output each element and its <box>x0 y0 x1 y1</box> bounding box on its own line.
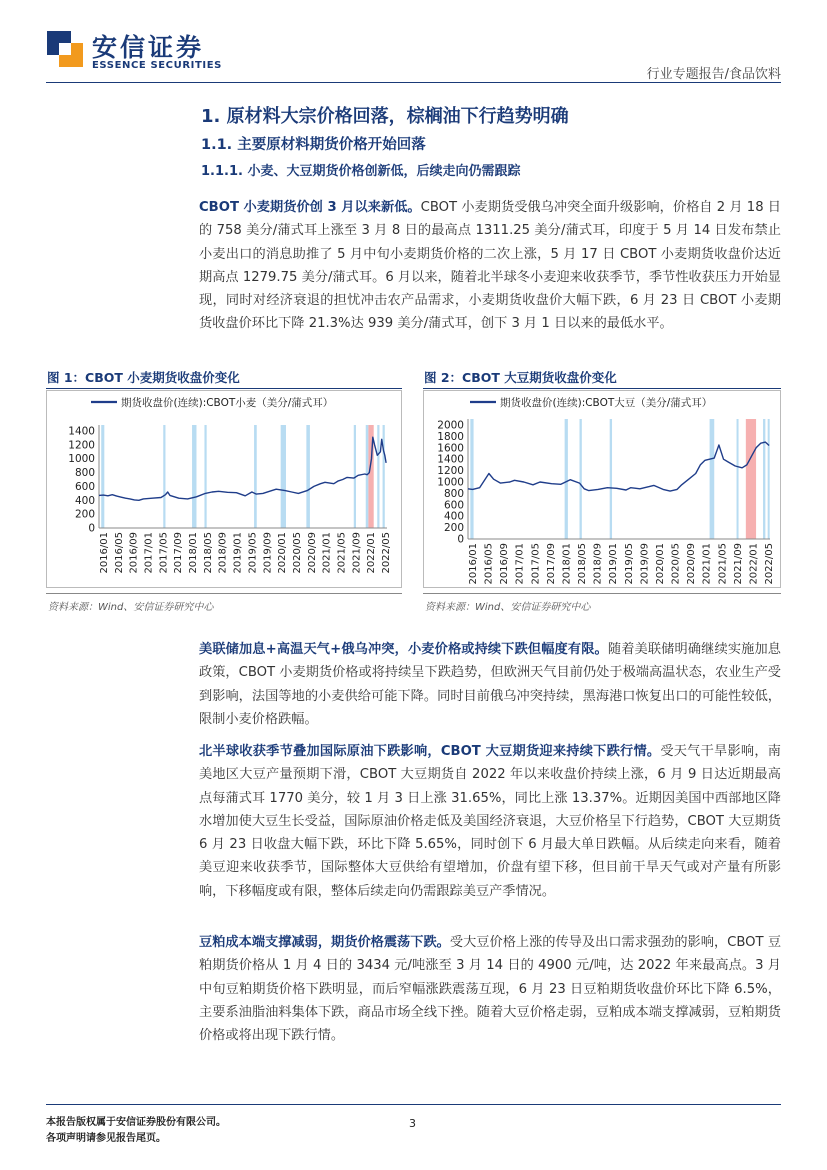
y-tick-label: 2000 <box>437 419 464 432</box>
section-heading-1: 1. 原材料大宗价格回落，棕榈油下行趋势明确 <box>201 106 569 127</box>
highlight-band <box>565 419 568 539</box>
figure-1-source: 资料来源：Wind、安信证券研究中心 <box>48 602 214 613</box>
x-tick-label: 2021/09 <box>351 532 363 574</box>
header-divider <box>46 82 781 83</box>
x-tick-label: 2018/01 <box>561 543 573 585</box>
x-tick-label: 2022/01 <box>366 532 378 574</box>
section-heading-1-1: 1.1. 主要原材料期货价格开始回落 <box>201 137 426 153</box>
paragraph-soybean <box>199 740 781 903</box>
x-tick-label: 2020/01 <box>654 543 666 585</box>
x-tick-label: 2021/01 <box>701 543 713 585</box>
paragraph-soymeal-lead: 豆粕成本端支撑减弱，期货价格震荡下跌。 <box>199 935 450 950</box>
x-tick-label: 2017/05 <box>530 543 542 585</box>
series-line <box>99 437 386 500</box>
y-tick-label: 600 <box>74 480 95 493</box>
x-tick-label: 2019/05 <box>247 532 259 574</box>
figure-1-title-rule <box>46 388 402 389</box>
highlight-band <box>383 425 385 528</box>
footer-copyright: 本报告版权属于安信证券股份有限公司。 <box>46 1117 226 1128</box>
series-line <box>468 442 769 491</box>
footer-disclaimer: 各项声明请参见报告尾页。 <box>46 1133 166 1144</box>
x-tick-label: 2019/09 <box>262 532 274 574</box>
x-tick-label: 2018/01 <box>188 532 200 574</box>
paragraph-wheat-lead: CBOT 小麦期货价创 3 月以来新低。 <box>199 200 421 215</box>
highlight-band <box>366 425 369 528</box>
x-tick-label: 2016/01 <box>468 543 479 585</box>
figure-2-source: 资料来源：Wind、安信证券研究中心 <box>425 602 591 613</box>
figure-2-title-rule <box>423 388 781 389</box>
y-tick-label: 800 <box>74 467 95 480</box>
highlight-band <box>737 419 739 539</box>
y-tick-label: 0 <box>88 522 95 535</box>
footer-divider <box>46 1104 781 1105</box>
paragraph-wheat-body: CBOT 小麦期货受俄乌冲突全面升级影响，价格自 2 月 18 日的 758 美分/蒲式耳上涨至 3 月 8 日的最高点 1311.25 美分/蒲式耳，印度于 5 月 14 日发布禁止小麦出口的消息助推了 5 月中旬小麦期货价格的二次上涨，5 月 17 日 CBOT 小麦期货收盘价达近期高点 1279.75 美分/蒲式耳。6 月以来，随着北半球冬小麦迎来收获季节，季节性收获压力开始显现，同时对经济衰退的担忧冲击农产品需求，小麦期货收盘价大幅下跌，6 月 23 日 CBOT 小麦期货收盘价环比下降 21.3%达 939 美分/蒲式耳，创下 3 月 1 日以来的最低水平。 <box>199 200 781 332</box>
y-tick-label: 1000 <box>437 476 464 489</box>
highlight-band <box>710 419 715 539</box>
x-tick-label: 2019/05 <box>623 543 635 585</box>
y-tick-label: 1600 <box>437 442 464 455</box>
figure-1-source-rule <box>46 593 402 594</box>
highlight-band <box>306 425 310 528</box>
x-tick-label: 2016/05 <box>113 532 125 574</box>
paragraph-soybean-lead: 北半球收获季节叠加国际原油下跌影响，CBOT 大豆期货迎来持续下跌行情。 <box>199 744 661 759</box>
y-tick-label: 1200 <box>437 465 464 478</box>
x-tick-label: 2017/01 <box>143 532 155 574</box>
figure-2-title: 图 2：CBOT 大豆期货收盘价变化 <box>424 370 617 385</box>
highlight-band <box>763 419 765 539</box>
highlight-band <box>163 425 165 528</box>
y-tick-label: 200 <box>74 508 95 521</box>
x-tick-label: 2017/09 <box>173 532 185 574</box>
essence-logo-icon <box>47 31 83 67</box>
y-tick-label: 400 <box>74 494 95 507</box>
soybean-price-chart <box>424 391 780 587</box>
y-tick-label: 1400 <box>437 453 464 466</box>
x-tick-label: 2016/09 <box>128 532 140 574</box>
paragraph-wheat-outlook-lead: 美联储加息+高温天气+俄乌冲突，小麦价格或持续下跌但幅度有限。 <box>199 642 608 657</box>
x-tick-label: 2019/09 <box>639 543 651 585</box>
x-tick-label: 2020/05 <box>291 532 303 574</box>
paragraph-soybean-body: 受天气干旱影响，南美地区大豆产量预期下滑，CBOT 大豆期货自 2022 年以来收盘价持续上涨，6 月 9 日达近期最高点每蒲式耳 1770 美分，较 1 月 3 日上涨 31.65%，同比上涨 13.37%。近期因美国中西部地区降水增加使大豆生长受益，国际原油价格走低及美国经济衰退，大豆价格呈下行趋势，CBOT 大豆期货 6 月 23 日收盘大幅下跌，环比下降 5.65%，同时创下 6 月最大单日跌幅。从后续走向来看，随着美豆迎来收获季节，国际整体大豆供给有望增加，价盘有望下移，但目前干旱天气或对产量有所影响，下移幅度或有限，整体后续走向仍需跟踪美豆产季情况。 <box>199 744 781 899</box>
x-tick-label: 2021/01 <box>321 532 333 574</box>
x-tick-label: 2022/05 <box>764 543 775 585</box>
report-type-label: 行业专题报告/食品饮料 <box>646 67 781 82</box>
highlight-band <box>580 419 582 539</box>
page-number: 3 <box>409 1117 416 1130</box>
highlight-band <box>101 425 104 528</box>
y-tick-label: 1200 <box>68 439 95 452</box>
y-tick-label: 200 <box>443 522 464 535</box>
highlight-band <box>377 425 379 528</box>
x-tick-label: 2021/09 <box>732 543 744 585</box>
x-tick-label: 2021/05 <box>717 543 729 585</box>
x-tick-label: 2020/09 <box>686 543 698 585</box>
logo-english-name: ESSENCE SECURITIES <box>92 60 222 71</box>
highlight-band <box>470 419 473 539</box>
legend-label: 期货收盘价(连续):CBOT小麦（美分/蒲式耳） <box>121 397 334 409</box>
x-tick-label: 2022/05 <box>381 532 392 574</box>
y-tick-label: 1400 <box>68 425 95 438</box>
x-tick-label: 2020/05 <box>670 543 682 585</box>
x-tick-label: 2018/09 <box>592 543 604 585</box>
paragraph-soymeal-body: 受大豆价格上涨的传导及出口需求强劲的影响，CBOT 豆粕期货价格从 1 月 4 日的 3434 元/吨涨至 3 月 14 日的 4900 元/吨，达 2022 年来最高点。3 月中旬豆粕期货价格下跌明显，而后窄幅涨跌震荡互现，6 月 23 日豆粕期货收盘价环比下降 6.5%，主要系油脂油料集体下跌，商品市场全线下挫。随着大豆价格走弱，豆粕成本端支撑减弱，豆粕期货价格或将出现下跌行情。 <box>199 935 782 1044</box>
x-tick-label: 2019/01 <box>232 532 244 574</box>
wheat-price-chart <box>47 391 401 587</box>
x-tick-label: 2019/01 <box>608 543 620 585</box>
x-tick-label: 2016/01 <box>99 532 110 574</box>
highlight-band <box>254 425 257 528</box>
x-tick-label: 2017/01 <box>514 543 526 585</box>
highlight-band <box>746 419 756 539</box>
highlight-band <box>204 425 206 528</box>
paragraph-wheat-outlook-body: 随着美联储明确继续实施加息政策，CBOT 小麦期货价格或将持续呈下跌趋势，但欧洲天气目前仍处于极端高温状态，农业生产受到影响，法国等地的小麦供给可能下降。同时目前俄乌冲突持续，黑海港口恢复出口的可能性较低，限制小麦价格跌幅。 <box>199 642 781 727</box>
figure-1-title: 图 1：CBOT 小麦期货收盘价变化 <box>47 370 240 385</box>
y-tick-label: 400 <box>443 510 464 523</box>
x-tick-label: 2017/09 <box>545 543 557 585</box>
y-tick-label: 1000 <box>68 453 95 466</box>
highlight-band <box>192 425 196 528</box>
x-tick-label: 2018/09 <box>217 532 229 574</box>
x-tick-label: 2020/09 <box>306 532 318 574</box>
x-tick-label: 2022/01 <box>748 543 760 585</box>
figure-1-chart <box>46 390 402 588</box>
figure-2-chart <box>423 390 781 588</box>
paragraph-wheat-outlook <box>199 638 781 731</box>
highlight-band <box>281 425 286 528</box>
y-tick-label: 600 <box>443 499 464 512</box>
y-tick-label: 1800 <box>437 430 464 443</box>
logo-chinese-name: 安信证券 <box>92 33 205 62</box>
y-tick-label: 0 <box>457 533 464 546</box>
x-tick-label: 2017/05 <box>158 532 170 574</box>
paragraph-soymeal <box>199 931 781 1047</box>
x-tick-label: 2020/01 <box>277 532 289 574</box>
highlight-band <box>610 419 612 539</box>
x-tick-label: 2018/05 <box>577 543 589 585</box>
figure-2-source-rule <box>423 593 781 594</box>
x-tick-label: 2016/09 <box>499 543 511 585</box>
y-tick-label: 800 <box>443 487 464 500</box>
paragraph-wheat <box>199 196 781 336</box>
x-tick-label: 2016/05 <box>483 543 495 585</box>
x-tick-label: 2021/05 <box>336 532 348 574</box>
x-tick-label: 2018/05 <box>202 532 214 574</box>
legend-label: 期货收盘价(连续):CBOT大豆（美分/蒲式耳） <box>500 397 713 409</box>
section-heading-1-1-1: 1.1.1. 小麦、大豆期货价格创新低，后续走向仍需跟踪 <box>201 164 521 179</box>
highlight-band <box>768 419 770 539</box>
